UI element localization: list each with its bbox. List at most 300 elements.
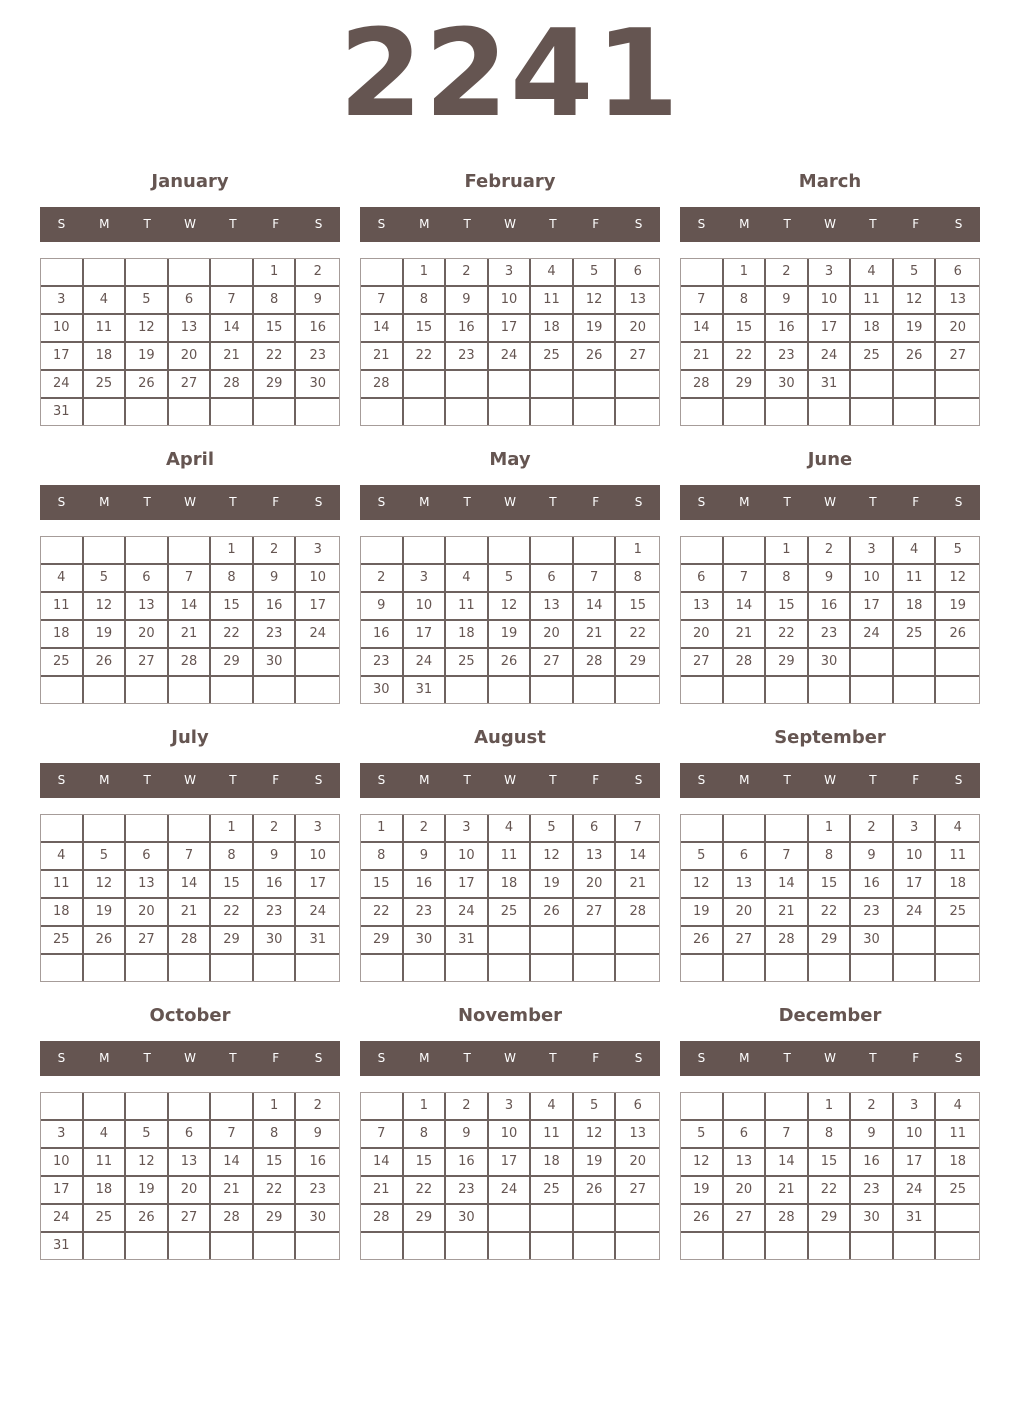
weekday-label: S bbox=[57, 1051, 66, 1065]
weekday-header bbox=[40, 1041, 340, 1076]
day-cell bbox=[851, 1233, 894, 1259]
day-cell bbox=[446, 677, 489, 703]
day-grid bbox=[40, 814, 340, 982]
day-cell: 24 bbox=[894, 1177, 937, 1205]
day-cell bbox=[574, 399, 617, 425]
day-cell: 1 bbox=[211, 815, 254, 843]
weekday-label: T bbox=[229, 495, 237, 509]
weekday-label: W bbox=[504, 495, 516, 509]
day-cell: 18 bbox=[936, 1149, 979, 1177]
day-cell: 5 bbox=[574, 1093, 617, 1121]
day-cell: 29 bbox=[766, 649, 809, 677]
day-cell: 25 bbox=[41, 927, 84, 955]
day-cell: 25 bbox=[851, 343, 894, 371]
day-cell bbox=[446, 399, 489, 425]
day-cell: 13 bbox=[616, 1121, 659, 1149]
day-cell bbox=[681, 955, 724, 981]
day-cell bbox=[894, 1233, 937, 1259]
day-cell: 4 bbox=[84, 287, 127, 315]
day-cell: 20 bbox=[936, 315, 979, 343]
weekday-label: F bbox=[272, 773, 280, 787]
weekday-label: W bbox=[184, 495, 196, 509]
month-title: March bbox=[798, 171, 862, 192]
day-cell: 27 bbox=[574, 899, 617, 927]
day-cell: 3 bbox=[894, 1093, 937, 1121]
day-cell: 28 bbox=[211, 371, 254, 399]
day-cell bbox=[126, 537, 169, 565]
day-cell: 2 bbox=[851, 815, 894, 843]
day-cell: 27 bbox=[724, 927, 767, 955]
day-cell: 16 bbox=[296, 1149, 339, 1177]
day-cell bbox=[404, 371, 447, 399]
day-cell: 15 bbox=[254, 315, 297, 343]
day-cell: 21 bbox=[169, 621, 212, 649]
day-cell: 24 bbox=[894, 899, 937, 927]
day-cell bbox=[936, 649, 979, 677]
day-cell: 10 bbox=[296, 843, 339, 871]
day-cell: 30 bbox=[254, 927, 297, 955]
weekday-label: S bbox=[57, 773, 66, 787]
day-cell: 9 bbox=[296, 287, 339, 315]
weekday-label: T bbox=[229, 1051, 237, 1065]
day-cell: 14 bbox=[766, 1149, 809, 1177]
day-cell: 1 bbox=[254, 259, 297, 287]
weekday-label: S bbox=[697, 773, 706, 787]
day-cell bbox=[169, 399, 212, 425]
day-grid bbox=[40, 1092, 340, 1260]
day-cell: 17 bbox=[894, 1149, 937, 1177]
day-cell bbox=[296, 649, 339, 677]
day-cell bbox=[446, 537, 489, 565]
day-cell: 17 bbox=[489, 315, 532, 343]
day-cell bbox=[724, 955, 767, 981]
day-cell: 24 bbox=[851, 621, 894, 649]
day-cell bbox=[296, 677, 339, 703]
day-cell: 11 bbox=[84, 315, 127, 343]
day-cell bbox=[616, 371, 659, 399]
day-cell: 13 bbox=[126, 871, 169, 899]
day-cell: 5 bbox=[489, 565, 532, 593]
day-cell: 10 bbox=[296, 565, 339, 593]
day-cell bbox=[41, 677, 84, 703]
day-cell bbox=[936, 371, 979, 399]
day-cell bbox=[361, 1233, 404, 1259]
day-cell: 11 bbox=[531, 1121, 574, 1149]
weekday-label: T bbox=[549, 217, 557, 231]
day-cell: 12 bbox=[574, 1121, 617, 1149]
day-cell: 18 bbox=[851, 315, 894, 343]
day-cell: 9 bbox=[851, 1121, 894, 1149]
weekday-label: T bbox=[463, 495, 471, 509]
day-cell bbox=[809, 677, 852, 703]
day-cell: 19 bbox=[531, 871, 574, 899]
day-cell: 22 bbox=[254, 1177, 297, 1205]
day-cell: 12 bbox=[84, 871, 127, 899]
day-cell: 8 bbox=[616, 565, 659, 593]
day-cell: 7 bbox=[211, 287, 254, 315]
day-cell bbox=[766, 1093, 809, 1121]
day-cell: 12 bbox=[126, 1149, 169, 1177]
day-cell: 6 bbox=[724, 1121, 767, 1149]
month-title: January bbox=[151, 171, 229, 192]
day-cell: 28 bbox=[724, 649, 767, 677]
day-cell bbox=[254, 677, 297, 703]
day-cell: 16 bbox=[446, 315, 489, 343]
day-cell: 4 bbox=[851, 259, 894, 287]
day-cell bbox=[894, 371, 937, 399]
day-cell: 14 bbox=[211, 1149, 254, 1177]
day-cell bbox=[766, 1233, 809, 1259]
day-cell: 4 bbox=[41, 843, 84, 871]
day-cell: 26 bbox=[126, 371, 169, 399]
weekday-label: T bbox=[869, 495, 877, 509]
day-cell: 18 bbox=[894, 593, 937, 621]
weekday-label: S bbox=[314, 495, 323, 509]
day-cell: 2 bbox=[851, 1093, 894, 1121]
weekday-label: T bbox=[783, 773, 791, 787]
day-cell: 7 bbox=[361, 287, 404, 315]
weekday-header bbox=[680, 485, 980, 520]
day-cell: 25 bbox=[84, 371, 127, 399]
day-cell: 28 bbox=[681, 371, 724, 399]
weekday-label: W bbox=[184, 217, 196, 231]
day-cell: 11 bbox=[84, 1149, 127, 1177]
day-cell: 2 bbox=[766, 259, 809, 287]
day-cell: 12 bbox=[126, 315, 169, 343]
weekday-label: S bbox=[634, 495, 643, 509]
day-cell: 9 bbox=[254, 843, 297, 871]
day-cell: 5 bbox=[84, 843, 127, 871]
day-cell: 21 bbox=[616, 871, 659, 899]
day-cell: 15 bbox=[404, 315, 447, 343]
day-cell: 12 bbox=[936, 565, 979, 593]
day-cell bbox=[169, 815, 212, 843]
day-cell: 28 bbox=[169, 927, 212, 955]
day-cell: 1 bbox=[616, 537, 659, 565]
day-cell bbox=[169, 537, 212, 565]
weekday-label: S bbox=[634, 773, 643, 787]
day-cell bbox=[84, 399, 127, 425]
day-cell: 22 bbox=[254, 343, 297, 371]
day-cell: 18 bbox=[84, 343, 127, 371]
day-cell: 22 bbox=[724, 343, 767, 371]
day-cell: 25 bbox=[84, 1205, 127, 1233]
day-cell: 5 bbox=[126, 1121, 169, 1149]
day-cell: 9 bbox=[446, 1121, 489, 1149]
day-cell: 2 bbox=[404, 815, 447, 843]
weekday-label: M bbox=[419, 217, 430, 231]
day-cell: 11 bbox=[894, 565, 937, 593]
day-cell: 11 bbox=[41, 871, 84, 899]
day-cell bbox=[616, 955, 659, 981]
day-cell: 28 bbox=[616, 899, 659, 927]
day-cell: 12 bbox=[894, 287, 937, 315]
month-title: February bbox=[464, 171, 556, 192]
day-cell: 18 bbox=[531, 1149, 574, 1177]
day-cell: 10 bbox=[489, 287, 532, 315]
weekday-label: W bbox=[184, 1051, 196, 1065]
weekday-label: M bbox=[99, 217, 110, 231]
day-cell bbox=[489, 371, 532, 399]
day-cell: 3 bbox=[41, 1121, 84, 1149]
day-cell bbox=[126, 815, 169, 843]
day-cell: 23 bbox=[296, 343, 339, 371]
day-cell bbox=[41, 259, 84, 287]
day-cell: 10 bbox=[489, 1121, 532, 1149]
day-cell bbox=[254, 955, 297, 981]
day-cell bbox=[531, 537, 574, 565]
weekday-label: S bbox=[377, 217, 386, 231]
day-cell: 16 bbox=[446, 1149, 489, 1177]
day-cell: 3 bbox=[809, 259, 852, 287]
day-cell: 18 bbox=[41, 621, 84, 649]
day-cell: 26 bbox=[574, 343, 617, 371]
day-cell: 11 bbox=[446, 593, 489, 621]
day-cell: 27 bbox=[169, 1205, 212, 1233]
weekday-label: F bbox=[592, 217, 600, 231]
weekday-label: W bbox=[824, 773, 836, 787]
day-cell: 14 bbox=[681, 315, 724, 343]
day-cell: 30 bbox=[446, 1205, 489, 1233]
day-cell bbox=[894, 399, 937, 425]
day-cell: 29 bbox=[361, 927, 404, 955]
day-cell: 14 bbox=[766, 871, 809, 899]
day-cell: 6 bbox=[531, 565, 574, 593]
day-cell bbox=[169, 955, 212, 981]
day-cell bbox=[724, 537, 767, 565]
day-cell: 1 bbox=[361, 815, 404, 843]
day-cell: 7 bbox=[169, 843, 212, 871]
day-cell: 13 bbox=[724, 871, 767, 899]
weekday-label: T bbox=[229, 217, 237, 231]
day-cell: 10 bbox=[809, 287, 852, 315]
day-cell: 30 bbox=[296, 1205, 339, 1233]
day-cell bbox=[681, 1233, 724, 1259]
day-cell bbox=[894, 927, 937, 955]
day-cell: 1 bbox=[724, 259, 767, 287]
day-grid bbox=[360, 814, 660, 982]
day-cell: 17 bbox=[296, 593, 339, 621]
weekday-label: M bbox=[739, 217, 750, 231]
day-cell: 13 bbox=[126, 593, 169, 621]
day-cell: 22 bbox=[404, 343, 447, 371]
day-cell: 29 bbox=[254, 371, 297, 399]
day-cell: 16 bbox=[809, 593, 852, 621]
day-cell: 12 bbox=[84, 593, 127, 621]
day-cell bbox=[169, 259, 212, 287]
day-cell: 7 bbox=[169, 565, 212, 593]
day-cell: 26 bbox=[574, 1177, 617, 1205]
day-cell: 6 bbox=[574, 815, 617, 843]
day-cell: 19 bbox=[894, 315, 937, 343]
day-cell bbox=[936, 677, 979, 703]
weekday-label: W bbox=[824, 495, 836, 509]
weekday-label: W bbox=[504, 773, 516, 787]
day-cell: 14 bbox=[724, 593, 767, 621]
day-cell: 1 bbox=[809, 815, 852, 843]
day-cell: 5 bbox=[531, 815, 574, 843]
weekday-label: M bbox=[739, 773, 750, 787]
day-grid bbox=[360, 1092, 660, 1260]
weekday-label: S bbox=[954, 1051, 963, 1065]
day-cell: 21 bbox=[574, 621, 617, 649]
weekday-label: F bbox=[592, 495, 600, 509]
day-cell: 2 bbox=[296, 1093, 339, 1121]
day-cell: 23 bbox=[254, 621, 297, 649]
day-cell: 7 bbox=[766, 843, 809, 871]
day-cell: 3 bbox=[489, 259, 532, 287]
day-cell bbox=[126, 399, 169, 425]
day-cell: 4 bbox=[936, 815, 979, 843]
day-cell: 31 bbox=[809, 371, 852, 399]
day-cell: 30 bbox=[361, 677, 404, 703]
weekday-label: M bbox=[419, 495, 430, 509]
weekday-label: T bbox=[229, 773, 237, 787]
day-cell: 10 bbox=[404, 593, 447, 621]
weekday-label: T bbox=[869, 773, 877, 787]
day-cell: 10 bbox=[41, 315, 84, 343]
day-cell: 26 bbox=[84, 649, 127, 677]
month-title: August bbox=[474, 727, 546, 748]
day-grid bbox=[40, 258, 340, 426]
weekday-label: T bbox=[869, 217, 877, 231]
weekday-label: T bbox=[549, 773, 557, 787]
day-cell: 19 bbox=[84, 621, 127, 649]
day-cell: 14 bbox=[574, 593, 617, 621]
weekday-label: T bbox=[783, 217, 791, 231]
day-cell: 10 bbox=[894, 1121, 937, 1149]
day-cell: 20 bbox=[169, 343, 212, 371]
day-cell: 23 bbox=[851, 1177, 894, 1205]
day-cell: 7 bbox=[211, 1121, 254, 1149]
day-cell: 14 bbox=[169, 593, 212, 621]
day-cell: 11 bbox=[851, 287, 894, 315]
day-cell: 15 bbox=[254, 1149, 297, 1177]
day-cell: 24 bbox=[296, 899, 339, 927]
day-cell bbox=[809, 1233, 852, 1259]
weekday-label: W bbox=[504, 1051, 516, 1065]
day-cell bbox=[681, 259, 724, 287]
day-cell: 10 bbox=[41, 1149, 84, 1177]
day-cell bbox=[41, 1093, 84, 1121]
weekday-label: M bbox=[739, 495, 750, 509]
day-grid bbox=[360, 536, 660, 704]
day-cell: 5 bbox=[681, 1121, 724, 1149]
day-cell: 23 bbox=[446, 343, 489, 371]
day-cell bbox=[254, 1233, 297, 1259]
day-grid bbox=[40, 536, 340, 704]
day-cell: 29 bbox=[724, 371, 767, 399]
day-cell: 6 bbox=[616, 259, 659, 287]
day-cell: 11 bbox=[489, 843, 532, 871]
day-grid bbox=[680, 258, 980, 426]
weekday-label: S bbox=[954, 495, 963, 509]
weekday-label: T bbox=[463, 1051, 471, 1065]
day-cell: 15 bbox=[809, 871, 852, 899]
day-cell bbox=[361, 1093, 404, 1121]
day-cell: 21 bbox=[211, 343, 254, 371]
day-cell: 29 bbox=[809, 927, 852, 955]
day-grid bbox=[680, 814, 980, 982]
day-cell bbox=[296, 399, 339, 425]
day-cell: 18 bbox=[446, 621, 489, 649]
day-cell: 7 bbox=[616, 815, 659, 843]
day-cell: 22 bbox=[809, 1177, 852, 1205]
day-cell: 28 bbox=[574, 649, 617, 677]
weekday-label: S bbox=[314, 1051, 323, 1065]
day-cell bbox=[126, 955, 169, 981]
day-cell: 26 bbox=[126, 1205, 169, 1233]
day-cell bbox=[681, 537, 724, 565]
weekday-label: T bbox=[549, 1051, 557, 1065]
weekday-header bbox=[40, 485, 340, 520]
day-cell bbox=[574, 537, 617, 565]
day-cell: 23 bbox=[361, 649, 404, 677]
day-cell: 17 bbox=[446, 871, 489, 899]
day-grid bbox=[680, 1092, 980, 1260]
day-cell: 31 bbox=[41, 399, 84, 425]
day-cell: 24 bbox=[296, 621, 339, 649]
day-cell bbox=[361, 537, 404, 565]
day-cell: 24 bbox=[404, 649, 447, 677]
day-cell: 6 bbox=[616, 1093, 659, 1121]
day-cell bbox=[574, 927, 617, 955]
day-cell: 9 bbox=[446, 287, 489, 315]
month-title: April bbox=[165, 449, 215, 470]
day-cell: 25 bbox=[894, 621, 937, 649]
day-cell: 26 bbox=[936, 621, 979, 649]
day-cell: 29 bbox=[254, 1205, 297, 1233]
weekday-label: S bbox=[57, 217, 66, 231]
day-cell: 27 bbox=[936, 343, 979, 371]
day-cell: 16 bbox=[254, 593, 297, 621]
day-cell bbox=[169, 1093, 212, 1121]
day-cell: 8 bbox=[766, 565, 809, 593]
day-cell bbox=[574, 1233, 617, 1259]
weekday-label: F bbox=[912, 495, 920, 509]
day-cell: 21 bbox=[724, 621, 767, 649]
day-cell: 21 bbox=[211, 1177, 254, 1205]
day-cell bbox=[531, 399, 574, 425]
day-cell: 4 bbox=[936, 1093, 979, 1121]
day-cell bbox=[84, 1233, 127, 1259]
weekday-label: S bbox=[697, 495, 706, 509]
day-cell: 4 bbox=[531, 1093, 574, 1121]
month-title: June bbox=[807, 449, 853, 470]
weekday-label: F bbox=[912, 773, 920, 787]
day-cell: 3 bbox=[296, 815, 339, 843]
day-cell: 20 bbox=[724, 1177, 767, 1205]
day-cell bbox=[84, 537, 127, 565]
weekday-header bbox=[360, 763, 660, 798]
weekday-label: T bbox=[549, 495, 557, 509]
day-cell: 12 bbox=[681, 1149, 724, 1177]
weekday-label: T bbox=[783, 495, 791, 509]
day-cell bbox=[531, 1205, 574, 1233]
day-cell bbox=[851, 399, 894, 425]
day-cell: 10 bbox=[894, 843, 937, 871]
day-cell: 14 bbox=[361, 1149, 404, 1177]
day-cell bbox=[126, 259, 169, 287]
day-cell: 21 bbox=[361, 1177, 404, 1205]
weekday-label: S bbox=[697, 1051, 706, 1065]
day-cell: 19 bbox=[681, 899, 724, 927]
day-cell: 7 bbox=[361, 1121, 404, 1149]
day-cell: 19 bbox=[936, 593, 979, 621]
day-cell bbox=[446, 955, 489, 981]
day-cell: 9 bbox=[851, 843, 894, 871]
day-cell: 15 bbox=[404, 1149, 447, 1177]
